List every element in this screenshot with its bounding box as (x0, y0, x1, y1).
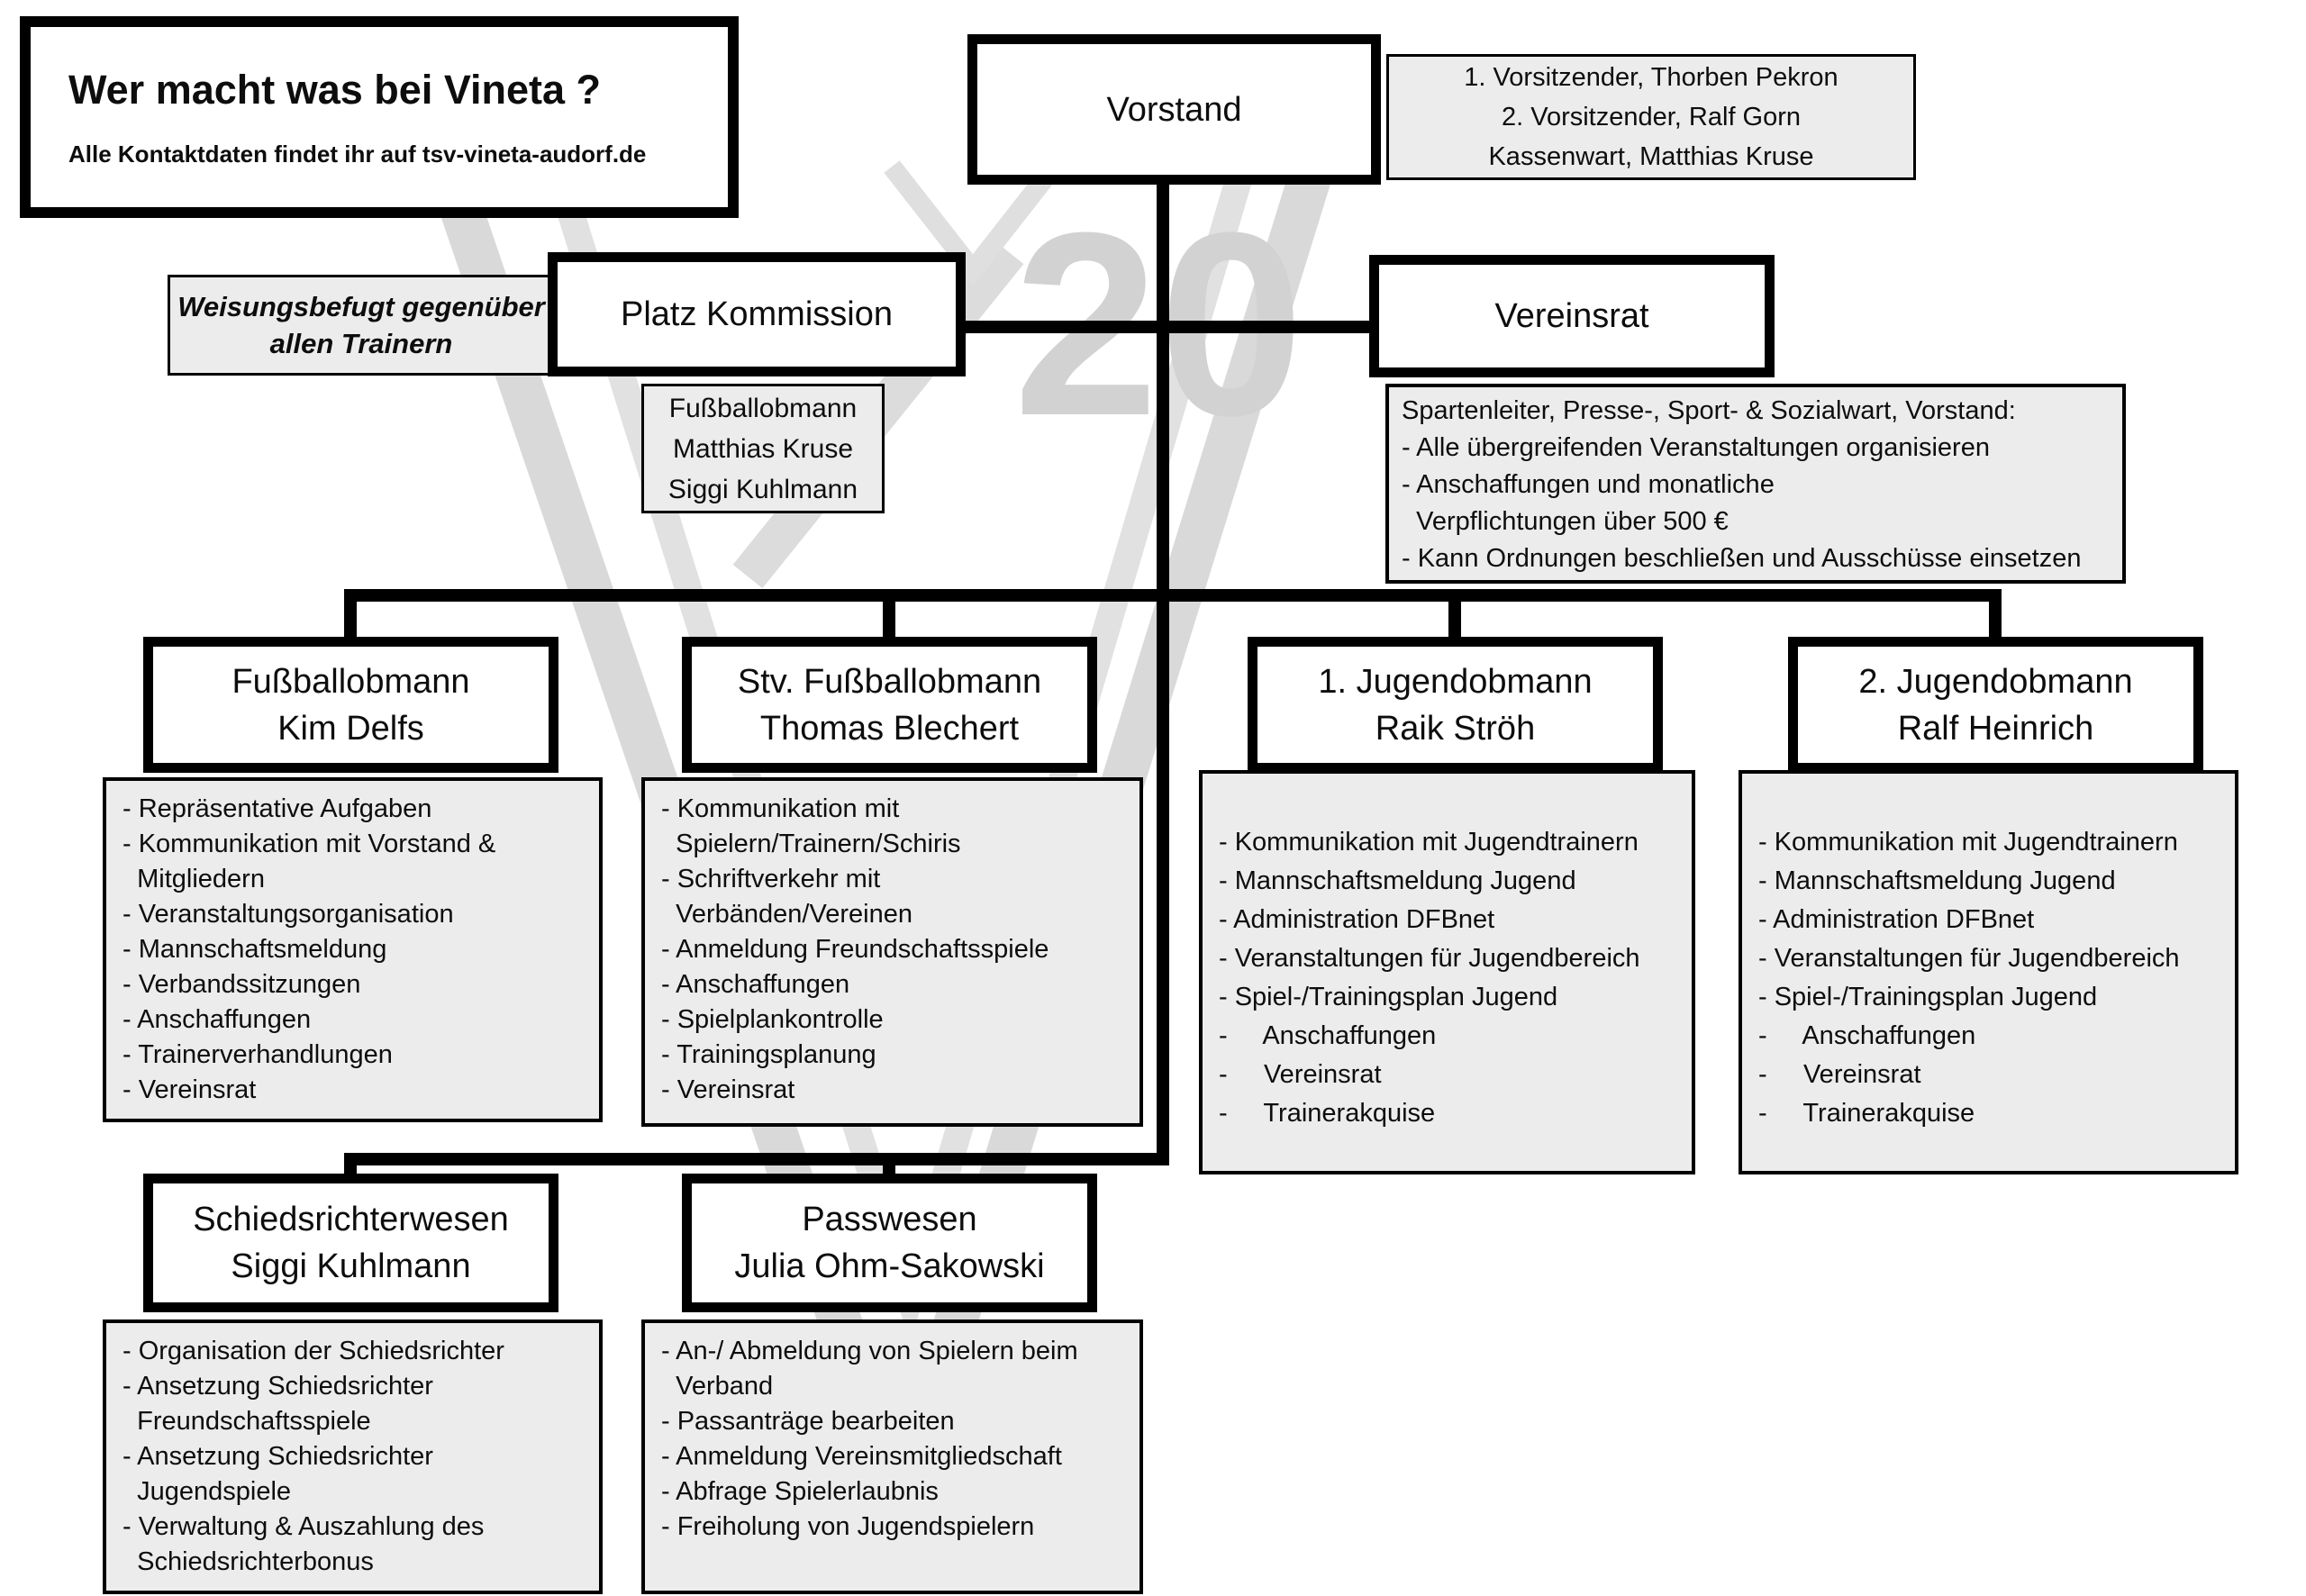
text-line: - Veranstaltungsorganisation (123, 900, 454, 929)
text-line: - Anschaffungen (123, 1005, 312, 1034)
connector-drop-jugendobmann-1 (1448, 599, 1461, 640)
role-title: Passwesen (802, 1201, 977, 1238)
text-line: - Kommunikation mit (661, 794, 900, 823)
node-platz-kommission (548, 252, 966, 376)
node-jugendobmann-1 (1248, 637, 1663, 773)
connector-row4-horizontal (344, 1153, 1169, 1165)
text-line: Spielern/Trainern/Schiris (661, 830, 961, 858)
vereinsrat-tasks-panel (1385, 384, 2126, 584)
text-line: Mitgliedern (123, 865, 265, 893)
vorstand-members-panel (1386, 54, 1916, 180)
jugendobmann-2-tasks-panel (1739, 770, 2238, 1174)
node-label: Platz Kommission (621, 295, 893, 333)
node-schiedsrichterwesen (143, 1174, 558, 1312)
text-line: Matthias Kruse (672, 433, 854, 464)
stv-fussballobmann-tasks-panel (641, 777, 1143, 1127)
text-line: Schiedsrichterbonus (123, 1547, 374, 1576)
connector-drop-fussballobmann (344, 599, 357, 640)
connector-drop-jugendobmann-2 (1989, 599, 2002, 640)
text-line: - Schriftverkehr mit (661, 865, 881, 893)
role-person: Julia Ohm-Sakowski (734, 1247, 1045, 1285)
text-line: - Mannschaftsmeldung Jugend (1758, 866, 2116, 895)
fussballobmann-tasks-panel (103, 777, 603, 1122)
text-line: 1. Vorsitzender, Thorben Pekron (1464, 63, 1838, 92)
text-line: - An-/ Abmeldung von Spielern beim (661, 1337, 1078, 1365)
title-card (20, 16, 739, 218)
text-line: - Spiel-/Trainingsplan Jugend (1219, 983, 1558, 1011)
text-line: - Anschaffungen (1758, 1021, 1976, 1050)
role-title: Schiedsrichterwesen (193, 1201, 509, 1238)
text-line: - Kommunikation mit Jugendtrainern (1758, 828, 2178, 857)
role-title: Fußballobmann (232, 662, 470, 701)
text-line: - Ansetzung Schiedsrichter (123, 1372, 433, 1401)
text-line: 2. Vorsitzender, Ralf Gorn (1501, 103, 1802, 131)
text-line: - Organisation der Schiedsrichter (123, 1337, 504, 1365)
text-line: - Ansetzung Schiedsrichter (123, 1442, 433, 1471)
text-line: Fußballobmann (668, 393, 858, 423)
text-line: - Anmeldung Freundschaftsspiele (661, 935, 1049, 964)
text-line: - Trainerakquise (1758, 1099, 1975, 1128)
text-line: Siggi Kuhlmann (667, 474, 858, 504)
text-line: - Kommunikation mit Jugendtrainern (1219, 828, 1639, 857)
text-line: - Mannschaftsmeldung (123, 935, 387, 964)
connector-platz-vereinsrat (962, 321, 1373, 333)
text-line: Spartenleiter, Presse-, Sport- & Sozialwart, Vorstand: (1402, 396, 2016, 425)
text-line: - Passanträge bearbeiten (661, 1407, 955, 1436)
text-line: - Vereinsrat (123, 1075, 257, 1104)
connector-drop-stv-fussballobmann (883, 599, 895, 640)
role-title: 1. Jugendobmann (1318, 662, 1593, 701)
weisungsbefugt-note (168, 275, 555, 376)
node-stv-fussballobmann (682, 637, 1097, 773)
text-line: - Freiholung von Jugendspielern (661, 1512, 1035, 1541)
text-line: - Administration DFBnet (1219, 905, 1495, 934)
text-line: - Alle übergreifenden Veranstaltungen organisieren (1402, 433, 1990, 462)
node-jugendobmann-2 (1788, 637, 2203, 773)
text-line: - Spielplankontrolle (661, 1005, 884, 1034)
role-person: Ralf Heinrich (1897, 709, 2094, 748)
text-line: - Veranstaltungen für Jugendbereich (1219, 944, 1640, 973)
platz-kommission-members-panel (641, 384, 885, 513)
text-line: - Administration DFBnet (1758, 905, 2035, 934)
text-line: Jugendspiele (123, 1477, 292, 1506)
text-line: - Mannschaftsmeldung Jugend (1219, 866, 1576, 895)
passwesen-tasks-panel (641, 1319, 1143, 1594)
text-line: - Vereinsrat (1219, 1060, 1382, 1089)
role-title: 2. Jugendobmann (1858, 662, 2133, 701)
text-line: - Spiel-/Trainingsplan Jugend (1758, 983, 2098, 1011)
text-line: - Repräsentative Aufgaben (123, 794, 432, 823)
schiedsrichterwesen-tasks-panel (103, 1319, 603, 1594)
node-vorstand (967, 34, 1381, 185)
text-line: - Vereinsrat (1758, 1060, 1921, 1089)
text-line: - Anschaffungen (661, 970, 850, 999)
text-line: - Abfrage Spielerlaubnis (661, 1477, 939, 1506)
text-line: Verbänden/Vereinen (661, 900, 912, 929)
text-line: - Verbandssitzungen (123, 970, 361, 999)
text-line: - Anschaffungen und monatliche (1402, 470, 1775, 499)
role-person: Siggi Kuhlmann (231, 1247, 471, 1285)
text-line: - Verwaltung & Auszahlung des (123, 1512, 485, 1541)
text-line: Verband (661, 1372, 774, 1401)
role-person: Kim Delfs (277, 709, 424, 748)
role-person: Thomas Blechert (759, 709, 1020, 748)
role-title: Stv. Fußballobmann (737, 662, 1042, 701)
node-passwesen (682, 1174, 1097, 1312)
text-line: Verpflichtungen über 500 € (1402, 507, 1729, 536)
jugendobmann-1-tasks-panel (1199, 770, 1695, 1174)
text-line: Freundschaftsspiele (123, 1407, 371, 1436)
node-vereinsrat (1369, 255, 1775, 377)
connector-row3-horizontal (344, 589, 2002, 602)
text-line: - Trainingsplanung (661, 1040, 876, 1069)
page-subtitle: Alle Kontaktdaten findet ihr auf tsv-vineta-audorf.de (68, 140, 647, 168)
node-label: Vereinsrat (1494, 297, 1649, 335)
text-line: allen Trainern (269, 328, 453, 359)
text-line: - Kommunikation mit Vorstand & (123, 830, 496, 858)
text-line: - Anmeldung Vereinsmitgliedschaft (661, 1442, 1062, 1471)
text-line: Weisungsbefugt gegenüber (177, 291, 545, 322)
text-line: - Anschaffungen (1219, 1021, 1437, 1050)
text-line: - Veranstaltungen für Jugendbereich (1758, 944, 2180, 973)
node-fussballobmann (143, 637, 558, 773)
text-line: - Vereinsrat (661, 1075, 795, 1104)
text-line: - Trainerakquise (1219, 1099, 1436, 1128)
text-line: - Trainerverhandlungen (123, 1040, 393, 1069)
node-label: Vorstand (1106, 90, 1242, 129)
text-line: Kassenwart, Matthias Kruse (1488, 142, 1814, 171)
text-line: - Kann Ordnungen beschließen und Ausschüsse einsetzen (1402, 544, 2082, 573)
page-title: Wer macht was bei Vineta ? (68, 66, 602, 113)
role-person: Raik Ströh (1375, 709, 1536, 748)
